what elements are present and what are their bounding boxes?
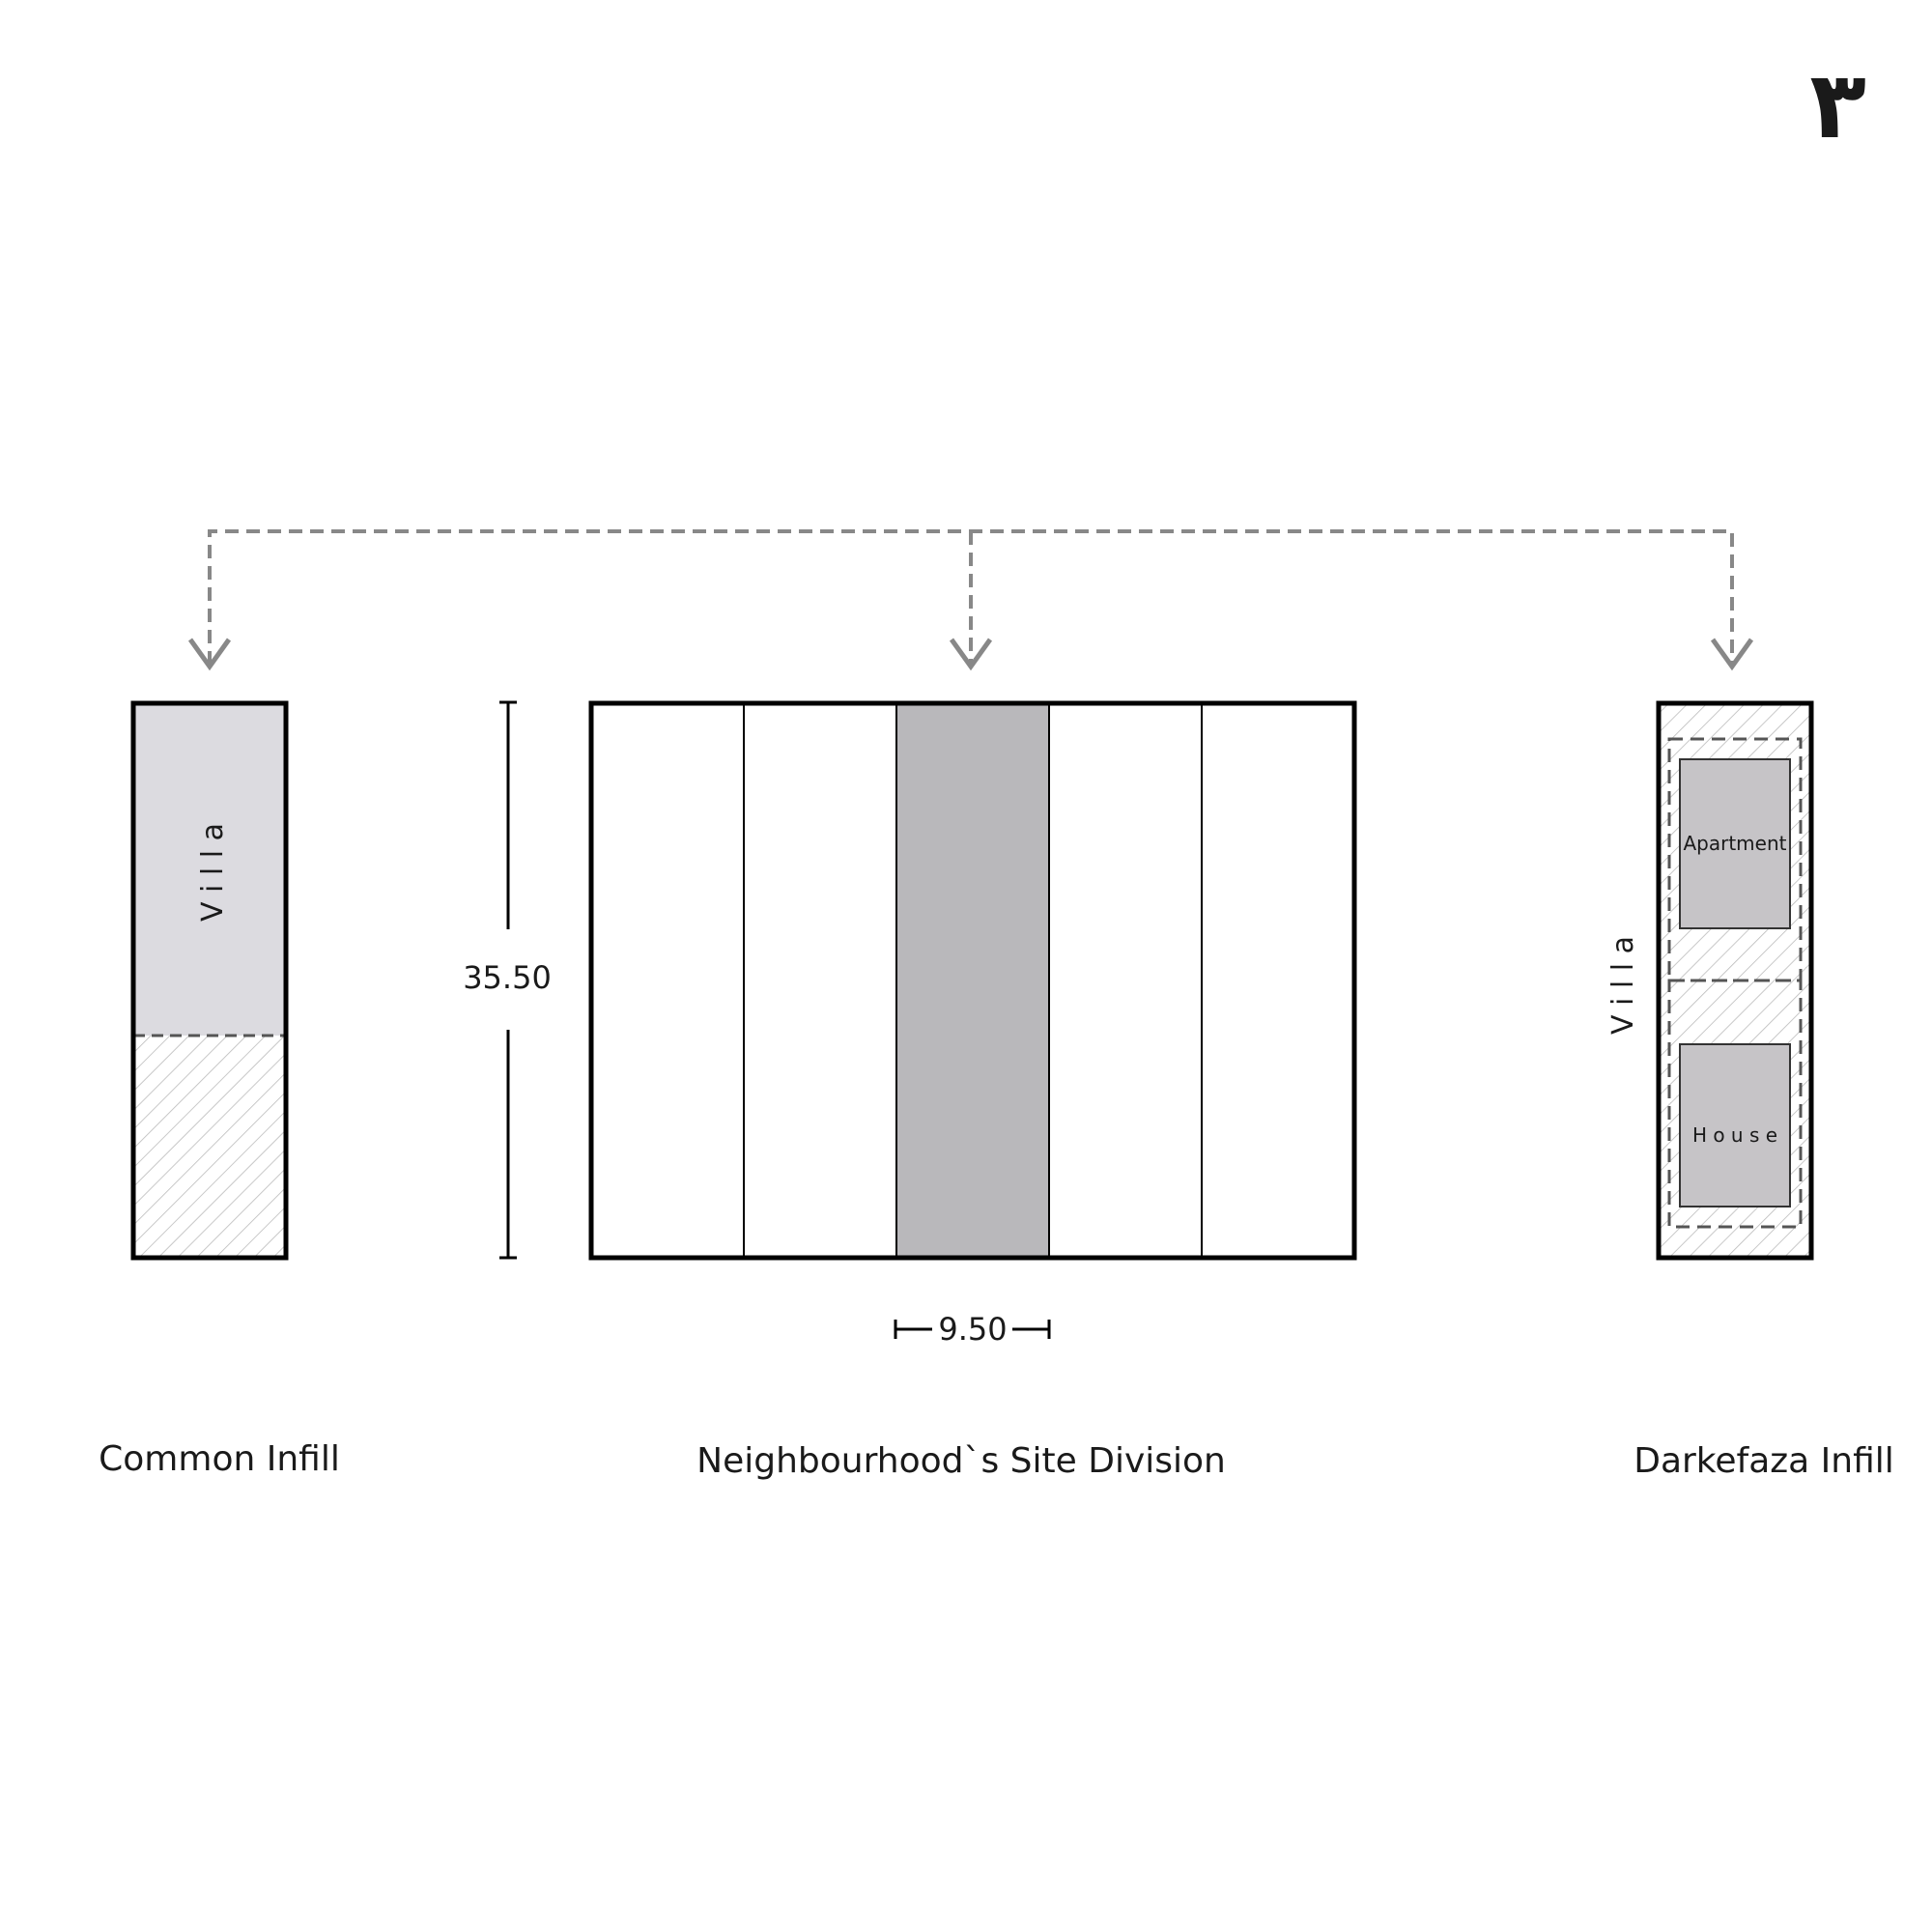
- site-division-plots: [591, 703, 1354, 1258]
- common-infill-plot: [133, 703, 286, 1258]
- highlighted-plot-strip: [896, 703, 1049, 1258]
- page-number: ٣: [1809, 51, 1866, 159]
- caption-common-infill: Common Infill: [99, 1439, 340, 1479]
- common-open-area-hatch: [133, 1036, 286, 1258]
- distribution-arrows: [190, 531, 1751, 667]
- caption-site-division: Neighbourhood`s Site Division: [696, 1441, 1226, 1481]
- house-label: H o u s e: [1691, 1123, 1778, 1147]
- plot-strip: [1049, 703, 1202, 1258]
- height-dimension-label: 35.50: [463, 959, 552, 996]
- caption-darkefaza-infill: Darkefaza Infill: [1634, 1441, 1894, 1481]
- darkefaza-infill-plot: [1659, 703, 1811, 1258]
- darkefaza-villa-label: V i l l a: [1606, 935, 1640, 1036]
- common-villa-label: V i l l a: [196, 822, 230, 923]
- width-dimension-label: 9.50: [938, 1311, 1008, 1348]
- plot-strip: [591, 703, 744, 1258]
- plot-strip: [1202, 703, 1354, 1258]
- apartment-label: Apartment: [1683, 832, 1787, 855]
- plot-strip: [744, 703, 896, 1258]
